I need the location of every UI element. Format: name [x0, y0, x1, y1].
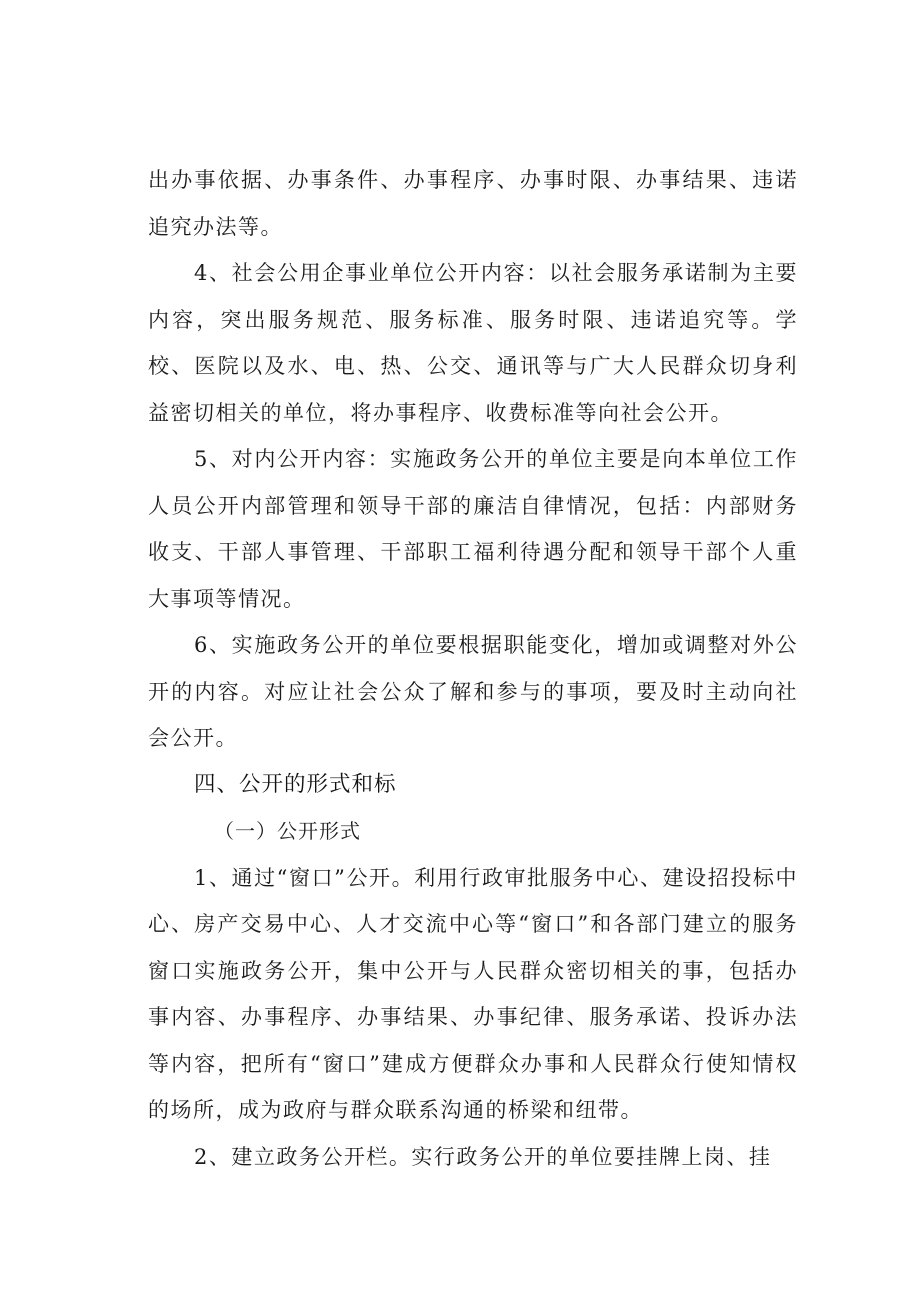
subsection-heading: （一）公开形式: [214, 819, 361, 843]
section-heading: 四、公开的形式和标: [194, 771, 397, 797]
paragraph-form-2: 2、建立政务公开栏。实行政务公开的单位要挂牌上岗、挂: [194, 1144, 772, 1169]
paragraph-form-1: 1、通过“窗口”公开。利用行政审批服务中心、建设招投标中心、房产交易中心、人才交流中心等“窗口”和各部门建立的服务窗口实施政务公开，集中公开与人民群众密切相关的事，包括办事内容、办事程序、办事结果、办事纪律、服务承诺、投诉办法等内容，把所有“窗口”建成方便群众办事和人民群众行使知情权的场所，成为政府与群众联系沟通的桥梁和纽带。: [148, 865, 798, 1122]
paragraph-item-6: 6、实施政务公开的单位要根据职能变化，增加或调整对外公开的内容。对应让社会公众了解和参与的事项，要及时主动向社会公开。: [148, 633, 798, 750]
paragraph-item-4: 4、社会公用企事业单位公开内容：以社会服务承诺制为主要内容，突出服务规范、服务标准、服务时限、违诺追究等。学校、医院以及水、电、热、公交、通讯等与广大人民群众切身利益密切相关的单位，将办事程序、收费标准等向社会公开。: [148, 261, 798, 425]
paragraph-continuation: 出办事依据、办事条件、办事程序、办事时限、办事结果、违诺追究办法等。: [148, 168, 798, 239]
paragraph-item-5: 5、对内公开内容：实施政务公开的单位主要是向本单位工作人员公开内部管理和领导干部的廉洁自律情况，包括：内部财务收支、干部人事管理、干部职工福利待遇分配和领导干部个人重大事项等情况。: [148, 447, 798, 611]
document-body: [148, 157, 798, 1180]
